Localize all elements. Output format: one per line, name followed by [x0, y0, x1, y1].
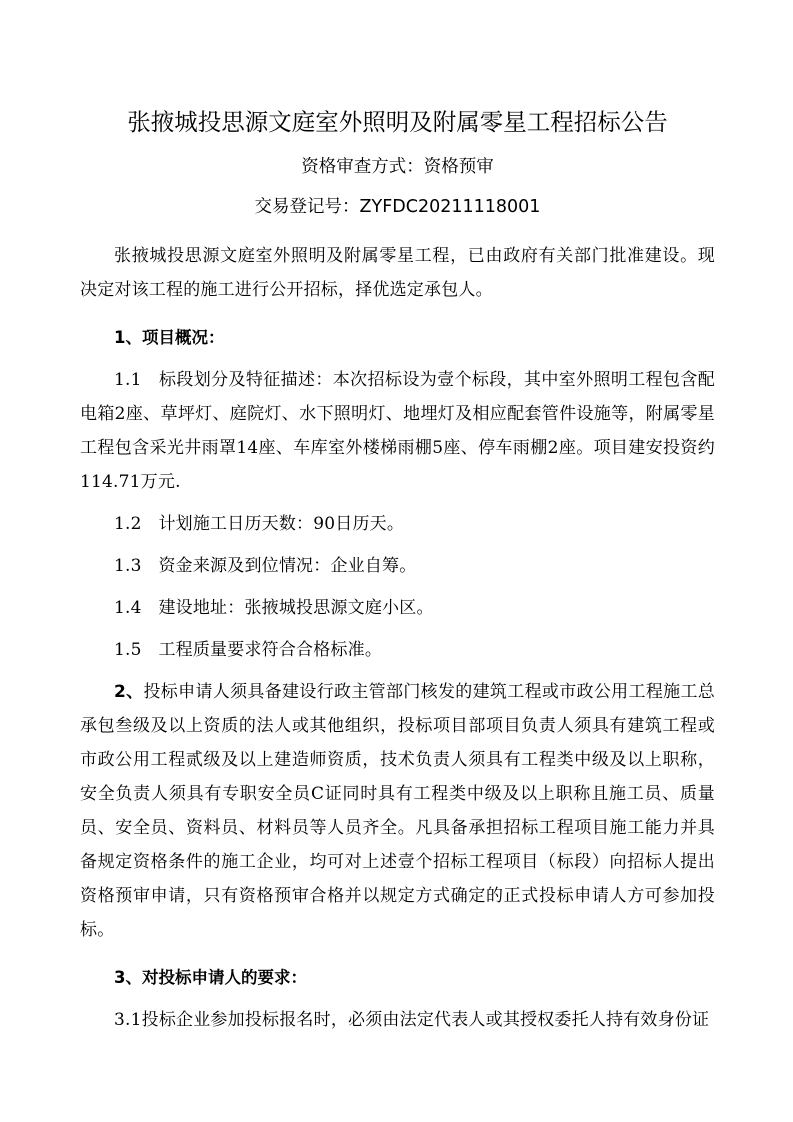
section-2-paragraph [80, 675, 715, 947]
item-number: 1.3 [114, 556, 142, 576]
intro-paragraph: 张掖城投思源文庭室外照明及附属零星工程，已由政府有关部门批准建设。现决定对该工程的施工进行公开招标，择优选定承包人。 [80, 246, 715, 300]
section-3-item-1: 3.1投标企业参加投标报名时，必须由法定代表人或其授权委托人持有效身份证 [114, 1010, 710, 1030]
section-1-item-3 [80, 549, 715, 583]
section-3-heading: 3、对投标申请人的要求： [114, 968, 307, 987]
section-2-text: 投标申请人须具备建设行政主管部门核发的建筑工程或市政公用工程施工总承包叁级及以上资质的法人或其他组织，投标项目部项目负责人须具有建筑工程或市政公用工程贰级及以上建造师资质，技术负责人须具有工程类中级及以上职称，安全负责人须具有专职安全员C证同时具有工程类中级及以上职称且施工员、质量员、安全员、资料员、材料员等人员齐全。凡具备承担招标工程项目施工能力并具备规定资格条件的施工企业，均可对上述壹个招标工程项目（标段）向招标人提出资格预审申请，只有资格预审合格并以规定方式确定的正式投标申请人方可参加投标。 [80, 682, 715, 940]
item-text: 资金来源及到位情况：企业自筹。 [158, 556, 417, 576]
item-number: 1.5 [114, 640, 142, 660]
item-text: 工程质量要求符合合格标准。 [158, 640, 383, 660]
item-number: 1.1 [114, 370, 142, 390]
item-text: 建设地址：张掖城投思源文庭小区。 [158, 598, 434, 618]
section-1-item-2 [80, 507, 715, 541]
review-method: 资格审查方式：资格预审 [301, 157, 494, 177]
section-2-number: 2、 [114, 682, 144, 702]
page-title: 张掖城投思源文庭室外照明及附属零星工程招标公告 [127, 108, 668, 136]
section-1-item-5 [80, 633, 715, 667]
document-body [80, 239, 715, 1037]
section-1-heading: 1、项目概况： [114, 328, 225, 347]
section-1-item-4 [80, 591, 715, 625]
registration-number: 交易登记号：ZYFDC20211118001 [254, 197, 541, 217]
section-1-item-1 [80, 363, 715, 499]
item-text: 计划施工日历天数：90日历天。 [158, 514, 405, 534]
item-number: 1.4 [114, 598, 142, 618]
item-number: 1.2 [114, 514, 142, 534]
item-text: 标段划分及特征描述：本次招标设为壹个标段，其中室外照明工程包含配电箱2座、草坪灯、庭院灯、水下照明灯、地埋灯及相应配套管件设施等，附属零星工程包含采光井雨罩14座、车库室外楼梯雨棚5座、停车雨棚2座。项目建安投资约114.71万元. [80, 370, 715, 492]
